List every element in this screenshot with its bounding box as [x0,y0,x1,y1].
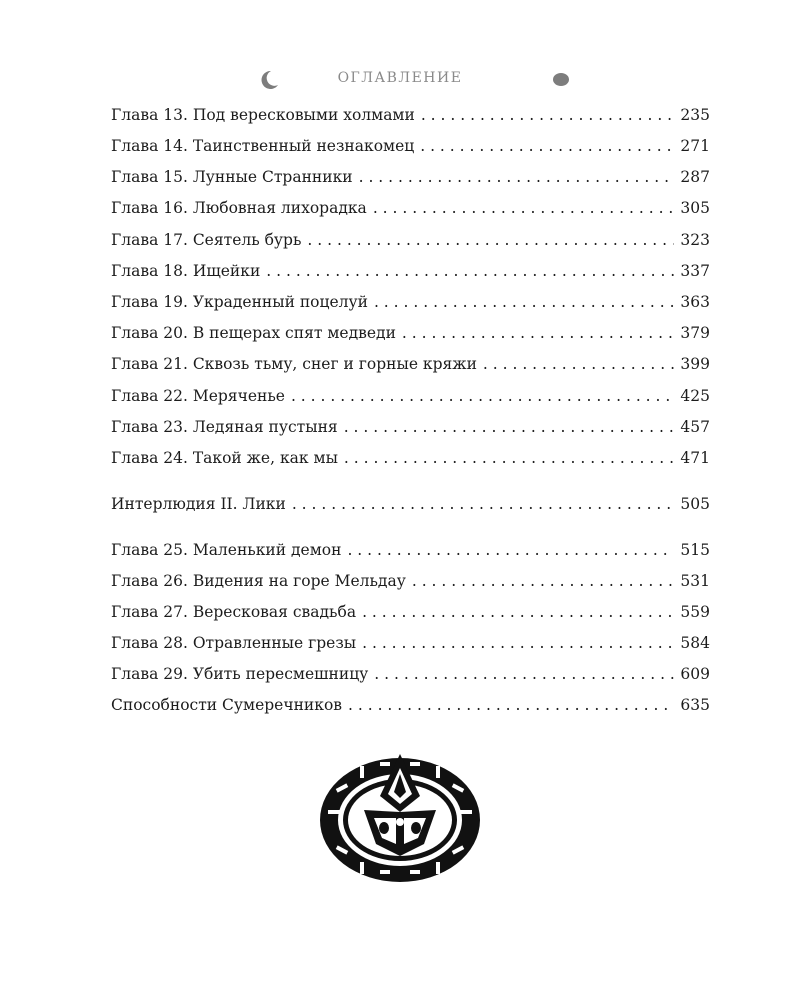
toc-entry-page: 399 [680,355,710,373]
toc-entry-page: 471 [680,449,710,467]
toc-entry-title: Глава 13. Под вересковыми холмами [111,106,415,124]
dot-leader [291,384,674,408]
toc-entry-title: Глава 16. Любовная лихорадка [111,199,367,217]
page-header [0,66,800,94]
toc-entry[interactable] [111,492,710,516]
toc-entry-title: Глава 17. Сеятель бурь [111,231,302,249]
dot-leader [344,415,675,439]
toc-entry[interactable] [111,693,710,717]
toc-entry-title: Глава 14. Таинственный незнакомец [111,137,415,155]
dot-leader [344,446,675,470]
toc-entry-page: 363 [680,293,710,311]
toc-entry-page: 379 [680,324,710,342]
toc-entry-page: 305 [680,199,710,217]
toc-entry-title: Глава 20. В пещерах спят медведи [111,324,396,342]
toc-entry[interactable] [111,384,710,408]
toc-entry-title: Глава 25. Маленький демон [111,541,342,559]
dot-leader [307,228,674,252]
toc-entry-title: Глава 23. Ледяная пустыня [111,418,338,436]
toc-entry-page: 584 [680,634,710,652]
toc-entry-title: Глава 24. Такой же, как мы [111,449,338,467]
toc-entry-page: 235 [680,106,710,124]
toc-entry-page: 531 [680,572,710,590]
toc-entry-title: Глава 27. Вересковая свадьба [111,603,357,621]
toc-entry-page: 457 [680,418,710,436]
dot-leader [374,290,674,314]
toc-entry-page: 271 [680,137,710,155]
toc-entry-title: Глава 26. Видения на горе Мельдау [111,572,406,590]
dot-leader [420,134,674,158]
toc-entry[interactable] [111,415,710,439]
toc-entry[interactable] [111,228,710,252]
toc-entry-page: 337 [680,262,710,280]
page-title: ОГЛАВЛЕНИЕ [337,70,463,86]
toc-entry[interactable] [111,321,710,345]
dot-leader [412,569,675,593]
toc-entry-page: 515 [680,541,710,559]
dot-leader [347,538,674,562]
toc-entry-page: 635 [680,696,710,714]
toc-entry-title: Глава 21. Сквозь тьму, снег и горные кряжи [111,355,477,373]
toc-entry[interactable] [111,600,710,624]
dot-leader [362,600,674,624]
toc-entry[interactable] [111,134,710,158]
toc-entry[interactable] [111,352,710,376]
toc-entry[interactable] [111,569,710,593]
dot-leader [266,259,674,283]
toc-entry[interactable] [111,538,710,562]
full-moon-icon [553,73,569,86]
toc-entry-title: Глава 15. Лунные Странники [111,168,353,186]
toc-entry-page: 505 [680,495,710,513]
toc-entry[interactable] [111,631,710,655]
toc-entry[interactable] [111,259,710,283]
toc-entry[interactable] [111,446,710,470]
dot-leader [373,196,675,220]
dot-leader [362,631,674,655]
toc-entry-title: Глава 18. Ищейки [111,262,261,280]
toc-entry[interactable] [111,165,710,189]
toc-entry-page: 425 [680,387,710,405]
toc-entry-title: Способности Сумеречников [111,696,343,714]
dot-leader [359,165,675,189]
dot-leader [483,352,675,376]
dot-leader [348,693,674,717]
dot-leader [292,492,675,516]
toc-entry-page: 287 [680,168,710,186]
toc-entry-page: 609 [680,665,710,683]
ornamental-emblem-icon [316,752,484,884]
dot-leader [402,321,675,345]
toc-entry-title: Глава 29. Убить пересмешницу [111,665,369,683]
dot-leader [421,103,675,127]
toc-entry-title: Глава 22. Меряченье [111,387,285,405]
dot-leader [374,662,674,686]
toc-entry-page: 559 [680,603,710,621]
toc-entry[interactable] [111,103,710,127]
toc-entry[interactable] [111,290,710,314]
toc-entry-title: Интерлюдия II. Лики [111,495,286,513]
toc-entry-page: 323 [680,231,710,249]
toc-entry[interactable] [111,662,710,686]
toc-entry-title: Глава 28. Отравленные грезы [111,634,357,652]
toc-entry[interactable] [111,196,710,220]
toc-entry-title: Глава 19. Украденный поцелуй [111,293,368,311]
